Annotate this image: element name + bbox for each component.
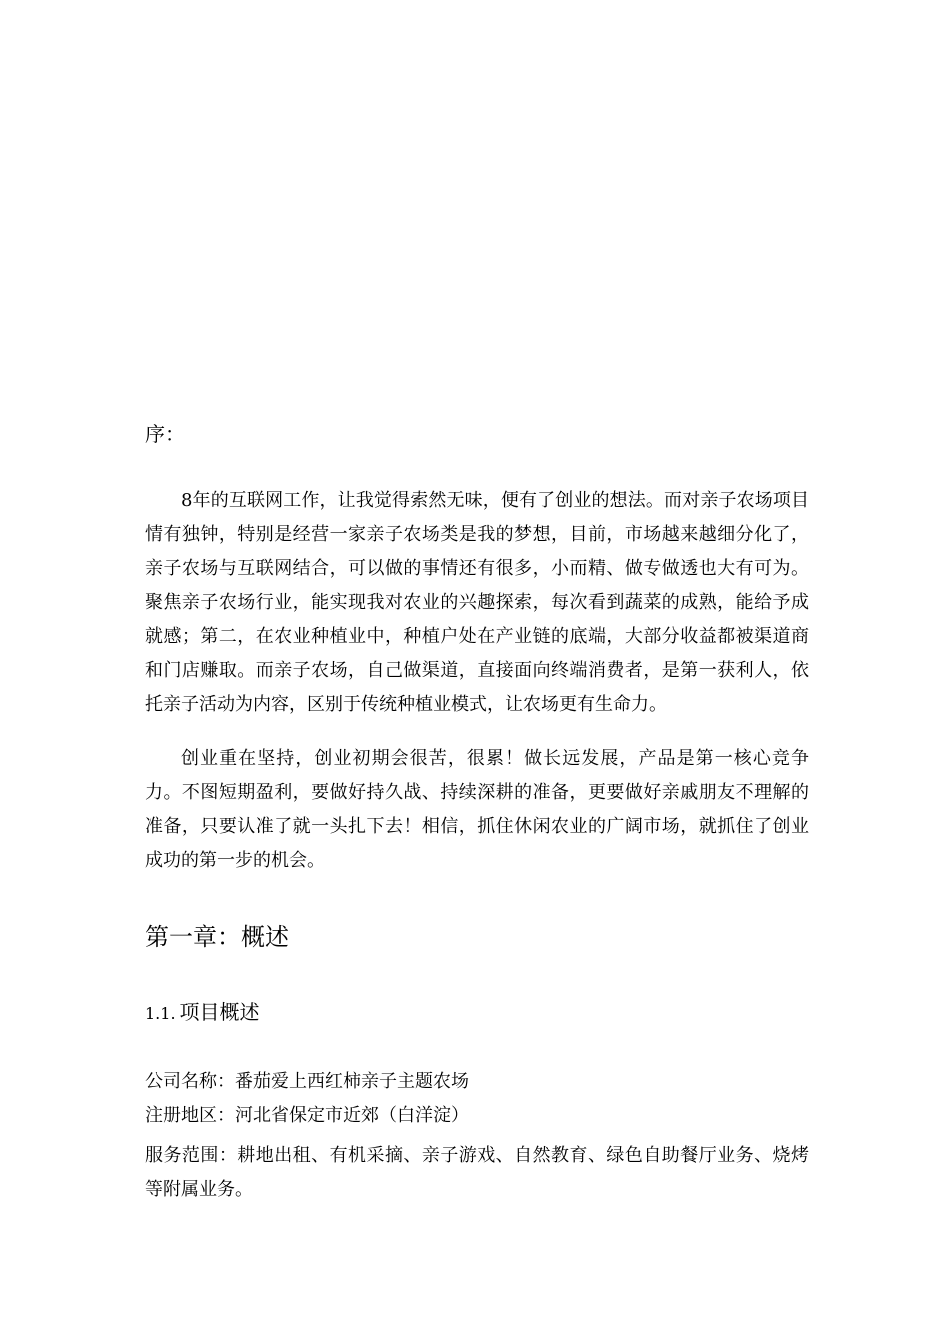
company-name-line: 公司名称：番茄爱上西红柿亲子主题农场 <box>145 1071 469 1092</box>
section-title: 项目概述 <box>179 1000 260 1024</box>
section-heading <box>145 995 260 1031</box>
document-page <box>145 0 809 1344</box>
preface-title: 序： <box>145 422 185 446</box>
company-services-line: 服务范围：耕地出租、有机采摘、亲子游戏、自然教育、绿色自助餐厅业务、烧烤等附属业务。 <box>145 1145 809 1200</box>
chapter-title: 第一章：概述 <box>145 923 289 951</box>
preface-paragraph-2: 创业重在坚持，创业初期会很苦，很累！做长远发展，产品是第一核心竞争力。不图短期盈利，要做好持久战、持续深耕的准备，更要做好亲戚朋友不理解的准备，只要认准了就一头扎下去！相信，抓住休闲农业的广阔市场，就抓住了创业成功的第一步的机会。 <box>145 748 809 871</box>
section-number: 1.1. <box>145 1004 176 1023</box>
preface-paragraph-1: 8年的互联网工作，让我觉得索然无味，便有了创业的想法。而对亲子农场项目情有独钟，特别是经营一家亲子农场类是我的梦想，目前，市场越来越细分化了，亲子农场与互联网结合，可以做的事情还有很多，小而精、做专做透也大有可为。聚焦亲子农场行业，能实现我对农业的兴趣探索，每次看到蔬菜的成熟，能给予成就感；第二，在农业种植业中，种植户处在产业链的底端，大部分收益都被渠道商和门店赚取。而亲子农场，自己做渠道，直接面向终端消费者，是第一获利人，依托亲子活动为内容，区别于传统种植业模式，让农场更有生命力。 <box>145 490 809 715</box>
company-region-line: 注册地区：河北省保定市近郊（白洋淀） <box>145 1105 469 1126</box>
